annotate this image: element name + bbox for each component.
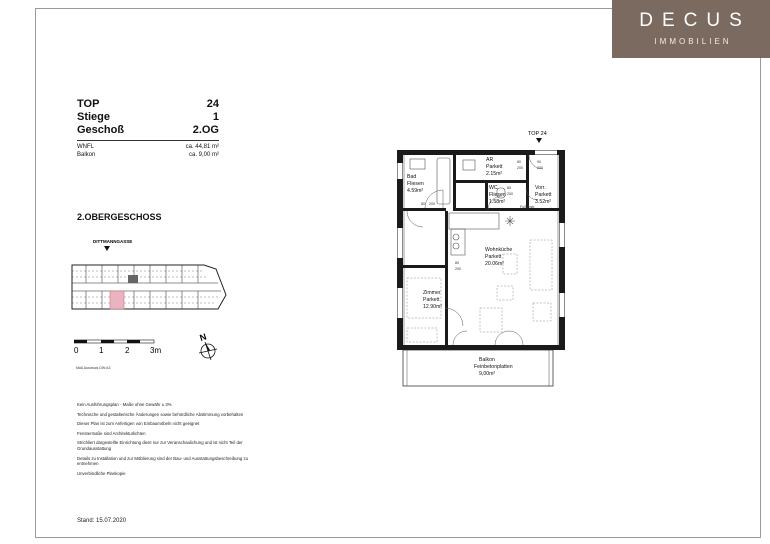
compass-label: N <box>198 331 208 344</box>
note-item: Technische und gestalterische Änderungen sowie behördliche Abstimmung vorbehalten <box>77 411 244 417</box>
note-item: Fenstermaße sind Architekturlichten <box>77 430 146 436</box>
wohn-area: 20.06m² <box>485 261 505 267</box>
wohn-floor: Parkett <box>485 254 502 260</box>
scale-1: 1 <box>99 346 104 355</box>
stair-core <box>128 275 138 283</box>
door-size-w: 80 <box>421 202 425 206</box>
door-size-h: 200 <box>537 166 543 170</box>
bad-floor: Fliesen <box>407 181 424 187</box>
note-item: Details zu Installation und zur Möblierung sind der Bau- und Ausstattungsbeschreibung zu entnehmen <box>77 455 249 467</box>
key-map <box>66 235 238 320</box>
ar-floor: Parkett <box>486 164 503 170</box>
wc-floor: Fliesen <box>489 192 506 198</box>
street-label: DITTMANNGASSE <box>93 239 133 244</box>
plan-walls <box>397 150 565 350</box>
door-sizes <box>421 160 543 271</box>
bad-area: 4.59m² <box>407 188 424 194</box>
brand-logo[interactable] <box>612 0 770 58</box>
door-size-w: 80 <box>507 186 511 190</box>
geschoss-label: Geschoß <box>77 124 125 136</box>
vorr-area: 3.52m² <box>535 199 552 205</box>
scale-3: 3m <box>150 346 162 355</box>
stiege-value: 1 <box>212 111 219 123</box>
notes-block <box>77 402 252 480</box>
door-size-w: 80 <box>455 261 459 265</box>
brand-sub: IMMOBILIEN <box>654 37 732 46</box>
bad-name: Bad <box>407 174 417 180</box>
building-outline <box>72 265 226 309</box>
geschoss-value: 2.OG <box>192 124 219 136</box>
wnfl-row <box>77 144 219 152</box>
wnfl-value: ca. 44,81 m² <box>185 144 219 150</box>
brand-name: DECUS <box>639 10 751 31</box>
ar-area: 2.15m² <box>486 171 503 177</box>
door-size-h: 200 <box>429 202 435 206</box>
wnfl-label: WNFL <box>77 144 94 150</box>
zimmer-floor: Parkett <box>423 297 440 303</box>
door-size-w: 80 <box>517 160 521 164</box>
ar-name: AR <box>486 157 494 163</box>
scale-bar <box>74 338 174 368</box>
note-item: Strichliert dargestellte Einrichtung dient nur zur Veranschaulichung und ist nicht Teil der Grundausstattung <box>77 440 243 451</box>
balkon-floor: Feinbetonplatten <box>474 364 513 370</box>
floor-plan[interactable] <box>385 128 575 390</box>
door-size-w: 90 <box>537 160 541 164</box>
door-swings <box>407 155 543 345</box>
info-divider <box>77 140 219 141</box>
balkon-area: 9,00m² <box>479 371 496 377</box>
top-marker: TOP 24 <box>528 131 547 137</box>
stand-date: Stand: 15.07.2020 <box>77 518 127 524</box>
note-item: Kein Ausführungsplan - Maße ohne Gewähr ± 3% <box>77 402 172 407</box>
vorr-floor: Parkett <box>535 192 552 198</box>
door-size-h: 200 <box>507 192 513 196</box>
stiege-label: Stiege <box>77 111 111 123</box>
zimmer-area: 12.90m² <box>423 304 443 310</box>
unit-highlight <box>110 291 124 309</box>
door-size-h: 200 <box>517 166 523 170</box>
balkon-value: ca. 9,00 m² <box>188 152 219 158</box>
balkon-row <box>77 152 219 160</box>
wc-area: 1.58m² <box>489 199 506 205</box>
wohn-name: Wohnküche <box>485 247 513 253</box>
door-size-h: 200 <box>455 267 461 271</box>
entrance-arrow-icon <box>104 246 110 251</box>
wc-name: WC <box>489 185 498 191</box>
compass-icon <box>194 330 222 362</box>
vorr-name: Vorr. <box>535 185 546 191</box>
top-row <box>77 98 219 111</box>
note-item: Dieser Plan ist zum Anfertigen von Einbaumöbeln nicht geeignet <box>77 421 200 427</box>
fussabstreifer-label: Fußabstr. <box>520 205 536 209</box>
floor-title: 2.OBERGESCHOSS <box>77 212 162 222</box>
note-item: Unverbindliche Plankopie <box>77 470 126 476</box>
unit-info <box>77 98 219 160</box>
geschoss-row <box>77 124 219 137</box>
top-value: 24 <box>206 98 219 110</box>
stiege-row <box>77 111 219 124</box>
balkon-label: Balkon <box>77 152 96 158</box>
balkon-name: Balkon <box>479 357 495 363</box>
scale-footnote: Maß Ausdruck DIN A3 <box>76 366 111 370</box>
scale-0: 0 <box>74 346 79 355</box>
unit-entry-arrow-icon <box>536 138 542 143</box>
scale-2: 2 <box>125 346 130 355</box>
top-label: TOP <box>77 98 100 110</box>
zimmer-name: Zimmer <box>423 290 441 296</box>
